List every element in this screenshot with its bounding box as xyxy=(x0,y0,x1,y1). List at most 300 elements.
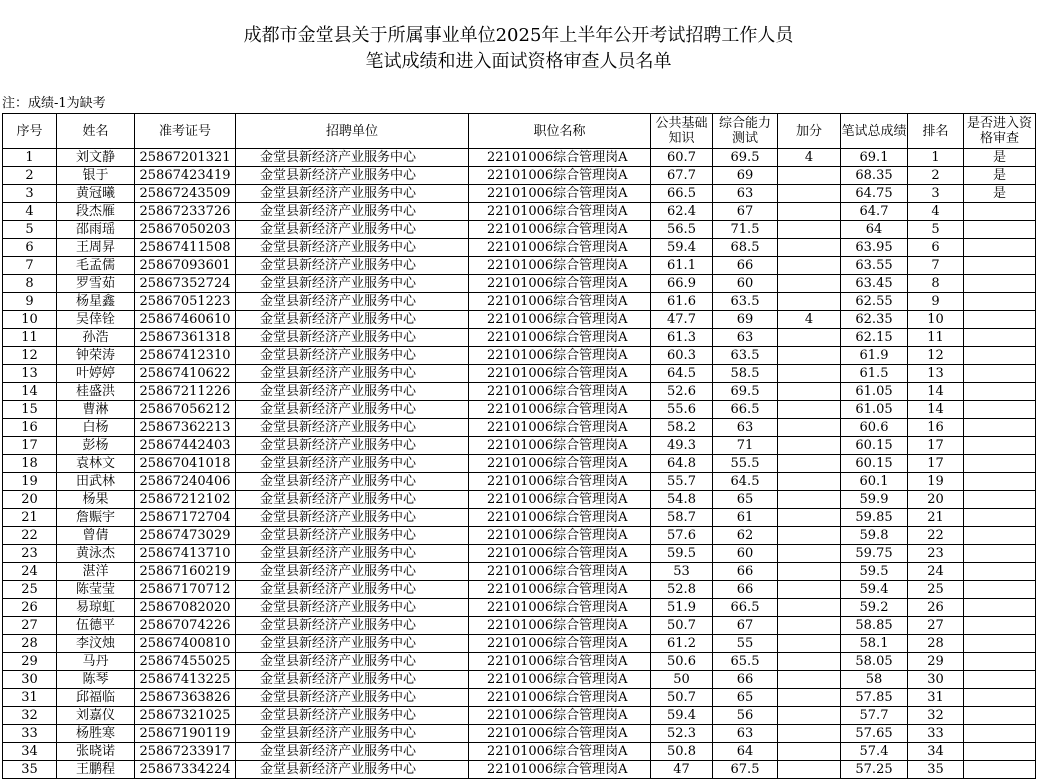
cell-unit: 金堂县新经济产业服务中心 xyxy=(236,149,469,167)
cell-comprehensive: 65 xyxy=(713,491,778,509)
header-unit: 招聘单位 xyxy=(236,114,469,149)
cell-name: 易琼虹 xyxy=(57,599,135,617)
cell-rank: 17 xyxy=(908,455,964,473)
cell-total: 63.45 xyxy=(841,275,908,293)
header-comprehensive: 综合能力测试 xyxy=(713,114,778,149)
cell-unit: 金堂县新经济产业服务中心 xyxy=(236,473,469,491)
cell-bonus xyxy=(778,455,841,473)
cell-total: 63.95 xyxy=(841,239,908,257)
table-row xyxy=(3,383,1036,401)
cell-comprehensive: 66 xyxy=(713,563,778,581)
cell-position: 22101006综合管理岗A xyxy=(469,167,651,185)
cell-exam-id: 25867201321 xyxy=(135,149,236,167)
header-qualified: 是否进入资格审查 xyxy=(964,114,1036,149)
cell-comprehensive: 63.5 xyxy=(713,347,778,365)
cell-qualified xyxy=(964,419,1036,437)
cell-rank: 32 xyxy=(908,707,964,725)
cell-name: 白杨 xyxy=(57,419,135,437)
cell-public-knowledge: 64.8 xyxy=(651,455,713,473)
cell-name: 罗雪茹 xyxy=(57,275,135,293)
cell-bonus xyxy=(778,419,841,437)
cell-exam-id: 25867172704 xyxy=(135,509,236,527)
cell-rank: 31 xyxy=(908,689,964,707)
cell-public-knowledge: 61.2 xyxy=(651,635,713,653)
cell-position: 22101006综合管理岗A xyxy=(469,671,651,689)
cell-comprehensive: 65.5 xyxy=(713,653,778,671)
cell-name: 张晓诺 xyxy=(57,743,135,761)
cell-public-knowledge: 60.7 xyxy=(651,149,713,167)
cell-exam-id: 25867170712 xyxy=(135,581,236,599)
header-exam-id: 准考证号 xyxy=(135,114,236,149)
cell-seq: 3 xyxy=(3,185,57,203)
cell-position: 22101006综合管理岗A xyxy=(469,563,651,581)
cell-exam-id: 25867233917 xyxy=(135,743,236,761)
cell-qualified xyxy=(964,401,1036,419)
cell-comprehensive: 61 xyxy=(713,509,778,527)
cell-position: 22101006综合管理岗A xyxy=(469,383,651,401)
cell-exam-id: 25867412310 xyxy=(135,347,236,365)
cell-rank: 29 xyxy=(908,653,964,671)
cell-comprehensive: 69.5 xyxy=(713,383,778,401)
cell-comprehensive: 64.5 xyxy=(713,473,778,491)
cell-position: 22101006综合管理岗A xyxy=(469,473,651,491)
cell-exam-id: 25867362213 xyxy=(135,419,236,437)
cell-name: 詹赈宇 xyxy=(57,509,135,527)
cell-public-knowledge: 57.6 xyxy=(651,527,713,545)
cell-public-knowledge: 59.4 xyxy=(651,707,713,725)
table-row xyxy=(3,689,1036,707)
cell-rank: 13 xyxy=(908,365,964,383)
cell-name: 钟荣涛 xyxy=(57,347,135,365)
cell-unit: 金堂县新经济产业服务中心 xyxy=(236,653,469,671)
cell-rank: 30 xyxy=(908,671,964,689)
cell-unit: 金堂县新经济产业服务中心 xyxy=(236,437,469,455)
cell-seq: 29 xyxy=(3,653,57,671)
cell-position: 22101006综合管理岗A xyxy=(469,599,651,617)
table-row xyxy=(3,761,1036,779)
cell-seq: 31 xyxy=(3,689,57,707)
table-row xyxy=(3,725,1036,743)
table-row xyxy=(3,221,1036,239)
cell-name: 湛洋 xyxy=(57,563,135,581)
cell-seq: 23 xyxy=(3,545,57,563)
cell-unit: 金堂县新经济产业服务中心 xyxy=(236,419,469,437)
cell-public-knowledge: 58.7 xyxy=(651,509,713,527)
cell-unit: 金堂县新经济产业服务中心 xyxy=(236,599,469,617)
cell-name: 田武林 xyxy=(57,473,135,491)
cell-bonus xyxy=(778,329,841,347)
cell-seq: 24 xyxy=(3,563,57,581)
cell-unit: 金堂县新经济产业服务中心 xyxy=(236,689,469,707)
cell-total: 68.35 xyxy=(841,167,908,185)
cell-unit: 金堂县新经济产业服务中心 xyxy=(236,311,469,329)
cell-rank: 33 xyxy=(908,725,964,743)
cell-rank: 12 xyxy=(908,347,964,365)
cell-qualified xyxy=(964,383,1036,401)
cell-position: 22101006综合管理岗A xyxy=(469,581,651,599)
cell-exam-id: 25867361318 xyxy=(135,329,236,347)
cell-exam-id: 25867363826 xyxy=(135,689,236,707)
cell-rank: 22 xyxy=(908,527,964,545)
cell-total: 59.2 xyxy=(841,599,908,617)
table-row xyxy=(3,473,1036,491)
cell-name: 杨胜寒 xyxy=(57,725,135,743)
cell-bonus xyxy=(778,239,841,257)
cell-unit: 金堂县新经济产业服务中心 xyxy=(236,329,469,347)
cell-position: 22101006综合管理岗A xyxy=(469,221,651,239)
cell-public-knowledge: 52.6 xyxy=(651,383,713,401)
cell-total: 59.4 xyxy=(841,581,908,599)
cell-qualified xyxy=(964,581,1036,599)
cell-exam-id: 25867190119 xyxy=(135,725,236,743)
cell-comprehensive: 66 xyxy=(713,581,778,599)
cell-comprehensive: 64 xyxy=(713,743,778,761)
cell-exam-id: 25867051223 xyxy=(135,293,236,311)
cell-unit: 金堂县新经济产业服务中心 xyxy=(236,581,469,599)
cell-comprehensive: 67 xyxy=(713,203,778,221)
cell-total: 58.1 xyxy=(841,635,908,653)
table-row xyxy=(3,419,1036,437)
header-bonus: 加分 xyxy=(778,114,841,149)
cell-total: 60.6 xyxy=(841,419,908,437)
cell-bonus xyxy=(778,545,841,563)
cell-position: 22101006综合管理岗A xyxy=(469,527,651,545)
cell-bonus xyxy=(778,473,841,491)
cell-exam-id: 25867423419 xyxy=(135,167,236,185)
cell-name: 伍德平 xyxy=(57,617,135,635)
cell-exam-id: 25867056212 xyxy=(135,401,236,419)
cell-rank: 20 xyxy=(908,491,964,509)
absence-note: 注：成绩-1为缺考 xyxy=(2,96,106,111)
cell-comprehensive: 67 xyxy=(713,617,778,635)
cell-position: 22101006综合管理岗A xyxy=(469,275,651,293)
cell-name: 曾倩 xyxy=(57,527,135,545)
cell-comprehensive: 60 xyxy=(713,545,778,563)
cell-public-knowledge: 50 xyxy=(651,671,713,689)
cell-bonus xyxy=(778,437,841,455)
cell-seq: 2 xyxy=(3,167,57,185)
cell-rank: 35 xyxy=(908,761,964,779)
cell-position: 22101006综合管理岗A xyxy=(469,509,651,527)
cell-total: 58 xyxy=(841,671,908,689)
cell-total: 61.9 xyxy=(841,347,908,365)
table-row xyxy=(3,257,1036,275)
cell-position: 22101006综合管理岗A xyxy=(469,347,651,365)
cell-unit: 金堂县新经济产业服务中心 xyxy=(236,617,469,635)
cell-total: 57.25 xyxy=(841,761,908,779)
cell-seq: 25 xyxy=(3,581,57,599)
cell-name: 叶婷婷 xyxy=(57,365,135,383)
cell-position: 22101006综合管理岗A xyxy=(469,329,651,347)
cell-public-knowledge: 54.8 xyxy=(651,491,713,509)
cell-public-knowledge: 66.5 xyxy=(651,185,713,203)
cell-exam-id: 25867041018 xyxy=(135,455,236,473)
cell-qualified xyxy=(964,617,1036,635)
cell-bonus xyxy=(778,689,841,707)
table-row xyxy=(3,491,1036,509)
cell-exam-id: 25867411508 xyxy=(135,239,236,257)
cell-public-knowledge: 52.3 xyxy=(651,725,713,743)
cell-total: 64.7 xyxy=(841,203,908,221)
cell-position: 22101006综合管理岗A xyxy=(469,491,651,509)
cell-rank: 14 xyxy=(908,383,964,401)
cell-bonus xyxy=(778,563,841,581)
cell-position: 22101006综合管理岗A xyxy=(469,689,651,707)
cell-seq: 4 xyxy=(3,203,57,221)
table-row xyxy=(3,455,1036,473)
cell-exam-id: 25867334224 xyxy=(135,761,236,779)
table-row xyxy=(3,167,1036,185)
cell-unit: 金堂县新经济产业服务中心 xyxy=(236,347,469,365)
cell-rank: 17 xyxy=(908,437,964,455)
results-table xyxy=(2,113,1036,779)
cell-qualified xyxy=(964,761,1036,779)
cell-bonus xyxy=(778,617,841,635)
cell-unit: 金堂县新经济产业服务中心 xyxy=(236,239,469,257)
table-row xyxy=(3,527,1036,545)
cell-qualified xyxy=(964,437,1036,455)
cell-bonus xyxy=(778,635,841,653)
cell-rank: 28 xyxy=(908,635,964,653)
table-row xyxy=(3,275,1036,293)
cell-name: 陈琴 xyxy=(57,671,135,689)
cell-qualified xyxy=(964,293,1036,311)
cell-qualified xyxy=(964,347,1036,365)
cell-name: 邵雨瑶 xyxy=(57,221,135,239)
cell-position: 22101006综合管理岗A xyxy=(469,455,651,473)
cell-exam-id: 25867074226 xyxy=(135,617,236,635)
cell-bonus xyxy=(778,509,841,527)
cell-unit: 金堂县新经济产业服务中心 xyxy=(236,545,469,563)
cell-public-knowledge: 58.2 xyxy=(651,419,713,437)
cell-public-knowledge: 50.6 xyxy=(651,653,713,671)
table-row xyxy=(3,653,1036,671)
cell-public-knowledge: 52.8 xyxy=(651,581,713,599)
cell-unit: 金堂县新经济产业服务中心 xyxy=(236,185,469,203)
cell-unit: 金堂县新经济产业服务中心 xyxy=(236,203,469,221)
cell-comprehensive: 69.5 xyxy=(713,149,778,167)
cell-seq: 18 xyxy=(3,455,57,473)
cell-public-knowledge: 60.3 xyxy=(651,347,713,365)
cell-qualified xyxy=(964,509,1036,527)
cell-comprehensive: 66 xyxy=(713,257,778,275)
cell-public-knowledge: 61.3 xyxy=(651,329,713,347)
cell-bonus xyxy=(778,185,841,203)
cell-unit: 金堂县新经济产业服务中心 xyxy=(236,167,469,185)
cell-seq: 13 xyxy=(3,365,57,383)
cell-qualified xyxy=(964,743,1036,761)
cell-exam-id: 25867400810 xyxy=(135,635,236,653)
cell-public-knowledge: 50.8 xyxy=(651,743,713,761)
cell-name: 杨星鑫 xyxy=(57,293,135,311)
cell-rank: 4 xyxy=(908,203,964,221)
cell-qualified xyxy=(964,329,1036,347)
cell-name: 刘嘉仪 xyxy=(57,707,135,725)
cell-public-knowledge: 59.4 xyxy=(651,239,713,257)
cell-public-knowledge: 56.5 xyxy=(651,221,713,239)
cell-public-knowledge: 66.9 xyxy=(651,275,713,293)
cell-total: 61.05 xyxy=(841,383,908,401)
cell-bonus xyxy=(778,581,841,599)
cell-name: 王周昇 xyxy=(57,239,135,257)
cell-bonus xyxy=(778,527,841,545)
cell-total: 57.85 xyxy=(841,689,908,707)
cell-seq: 10 xyxy=(3,311,57,329)
table-row xyxy=(3,743,1036,761)
cell-total: 64.75 xyxy=(841,185,908,203)
cell-public-knowledge: 55.6 xyxy=(651,401,713,419)
cell-seq: 30 xyxy=(3,671,57,689)
cell-position: 22101006综合管理岗A xyxy=(469,239,651,257)
cell-comprehensive: 69 xyxy=(713,167,778,185)
cell-exam-id: 25867093601 xyxy=(135,257,236,275)
cell-comprehensive: 63.5 xyxy=(713,293,778,311)
cell-name: 邱福临 xyxy=(57,689,135,707)
cell-bonus xyxy=(778,743,841,761)
cell-seq: 28 xyxy=(3,635,57,653)
cell-bonus xyxy=(778,167,841,185)
cell-bonus xyxy=(778,707,841,725)
cell-rank: 24 xyxy=(908,563,964,581)
cell-qualified: 是 xyxy=(964,185,1036,203)
cell-name: 马丹 xyxy=(57,653,135,671)
cell-public-knowledge: 47 xyxy=(651,761,713,779)
cell-seq: 7 xyxy=(3,257,57,275)
cell-exam-id: 25867455025 xyxy=(135,653,236,671)
cell-total: 62.15 xyxy=(841,329,908,347)
table-row xyxy=(3,329,1036,347)
cell-position: 22101006综合管理岗A xyxy=(469,311,651,329)
cell-total: 59.9 xyxy=(841,491,908,509)
cell-rank: 19 xyxy=(908,473,964,491)
cell-total: 64 xyxy=(841,221,908,239)
cell-position: 22101006综合管理岗A xyxy=(469,617,651,635)
cell-seq: 9 xyxy=(3,293,57,311)
cell-seq: 16 xyxy=(3,419,57,437)
cell-unit: 金堂县新经济产业服务中心 xyxy=(236,671,469,689)
cell-public-knowledge: 61.1 xyxy=(651,257,713,275)
cell-qualified xyxy=(964,545,1036,563)
cell-bonus xyxy=(778,653,841,671)
cell-exam-id: 25867442403 xyxy=(135,437,236,455)
cell-exam-id: 25867352724 xyxy=(135,275,236,293)
cell-bonus xyxy=(778,275,841,293)
cell-name: 刘文静 xyxy=(57,149,135,167)
cell-comprehensive: 66.5 xyxy=(713,401,778,419)
cell-unit: 金堂县新经济产业服务中心 xyxy=(236,401,469,419)
cell-seq: 22 xyxy=(3,527,57,545)
cell-total: 61.5 xyxy=(841,365,908,383)
cell-public-knowledge: 62.4 xyxy=(651,203,713,221)
cell-name: 曹淋 xyxy=(57,401,135,419)
cell-qualified xyxy=(964,275,1036,293)
cell-position: 22101006综合管理岗A xyxy=(469,743,651,761)
cell-name: 李汶烛 xyxy=(57,635,135,653)
cell-comprehensive: 71 xyxy=(713,437,778,455)
cell-bonus xyxy=(778,221,841,239)
cell-bonus xyxy=(778,257,841,275)
cell-unit: 金堂县新经济产业服务中心 xyxy=(236,257,469,275)
cell-qualified xyxy=(964,527,1036,545)
cell-rank: 8 xyxy=(908,275,964,293)
cell-comprehensive: 66.5 xyxy=(713,599,778,617)
cell-bonus xyxy=(778,671,841,689)
cell-bonus: 4 xyxy=(778,311,841,329)
cell-exam-id: 25867321025 xyxy=(135,707,236,725)
cell-qualified xyxy=(964,365,1036,383)
table-row xyxy=(3,239,1036,257)
cell-total: 59.75 xyxy=(841,545,908,563)
cell-seq: 8 xyxy=(3,275,57,293)
cell-qualified xyxy=(964,455,1036,473)
cell-comprehensive: 71.5 xyxy=(713,221,778,239)
cell-total: 62.55 xyxy=(841,293,908,311)
cell-total: 59.5 xyxy=(841,563,908,581)
cell-name: 孙浩 xyxy=(57,329,135,347)
cell-public-knowledge: 49.3 xyxy=(651,437,713,455)
cell-seq: 6 xyxy=(3,239,57,257)
cell-exam-id: 25867233726 xyxy=(135,203,236,221)
cell-total: 57.7 xyxy=(841,707,908,725)
cell-public-knowledge: 51.9 xyxy=(651,599,713,617)
cell-seq: 11 xyxy=(3,329,57,347)
cell-bonus xyxy=(778,347,841,365)
cell-rank: 11 xyxy=(908,329,964,347)
cell-name: 黄泳杰 xyxy=(57,545,135,563)
cell-unit: 金堂县新经济产业服务中心 xyxy=(236,563,469,581)
cell-qualified xyxy=(964,635,1036,653)
cell-rank: 21 xyxy=(908,509,964,527)
cell-exam-id: 25867413225 xyxy=(135,671,236,689)
table-row xyxy=(3,365,1036,383)
cell-total: 57.65 xyxy=(841,725,908,743)
table-row xyxy=(3,437,1036,455)
cell-bonus xyxy=(778,491,841,509)
cell-total: 61.05 xyxy=(841,401,908,419)
cell-qualified xyxy=(964,599,1036,617)
cell-position: 22101006综合管理岗A xyxy=(469,635,651,653)
cell-comprehensive: 62 xyxy=(713,527,778,545)
cell-exam-id: 25867243509 xyxy=(135,185,236,203)
table-row xyxy=(3,707,1036,725)
cell-seq: 26 xyxy=(3,599,57,617)
cell-unit: 金堂县新经济产业服务中心 xyxy=(236,221,469,239)
cell-name: 桂盛洪 xyxy=(57,383,135,401)
header-seq: 序号 xyxy=(3,114,57,149)
header-position: 职位名称 xyxy=(469,114,651,149)
table-row xyxy=(3,311,1036,329)
cell-rank: 23 xyxy=(908,545,964,563)
cell-name: 段杰雁 xyxy=(57,203,135,221)
cell-comprehensive: 63 xyxy=(713,725,778,743)
cell-unit: 金堂县新经济产业服务中心 xyxy=(236,491,469,509)
cell-exam-id: 25867413710 xyxy=(135,545,236,563)
cell-qualified xyxy=(964,257,1036,275)
cell-unit: 金堂县新经济产业服务中心 xyxy=(236,383,469,401)
cell-seq: 19 xyxy=(3,473,57,491)
cell-public-knowledge: 50.7 xyxy=(651,689,713,707)
cell-unit: 金堂县新经济产业服务中心 xyxy=(236,761,469,779)
table-row xyxy=(3,293,1036,311)
cell-unit: 金堂县新经济产业服务中心 xyxy=(236,635,469,653)
cell-rank: 2 xyxy=(908,167,964,185)
cell-bonus xyxy=(778,401,841,419)
cell-seq: 21 xyxy=(3,509,57,527)
cell-comprehensive: 63 xyxy=(713,419,778,437)
cell-rank: 16 xyxy=(908,419,964,437)
table-row xyxy=(3,509,1036,527)
cell-qualified xyxy=(964,653,1036,671)
